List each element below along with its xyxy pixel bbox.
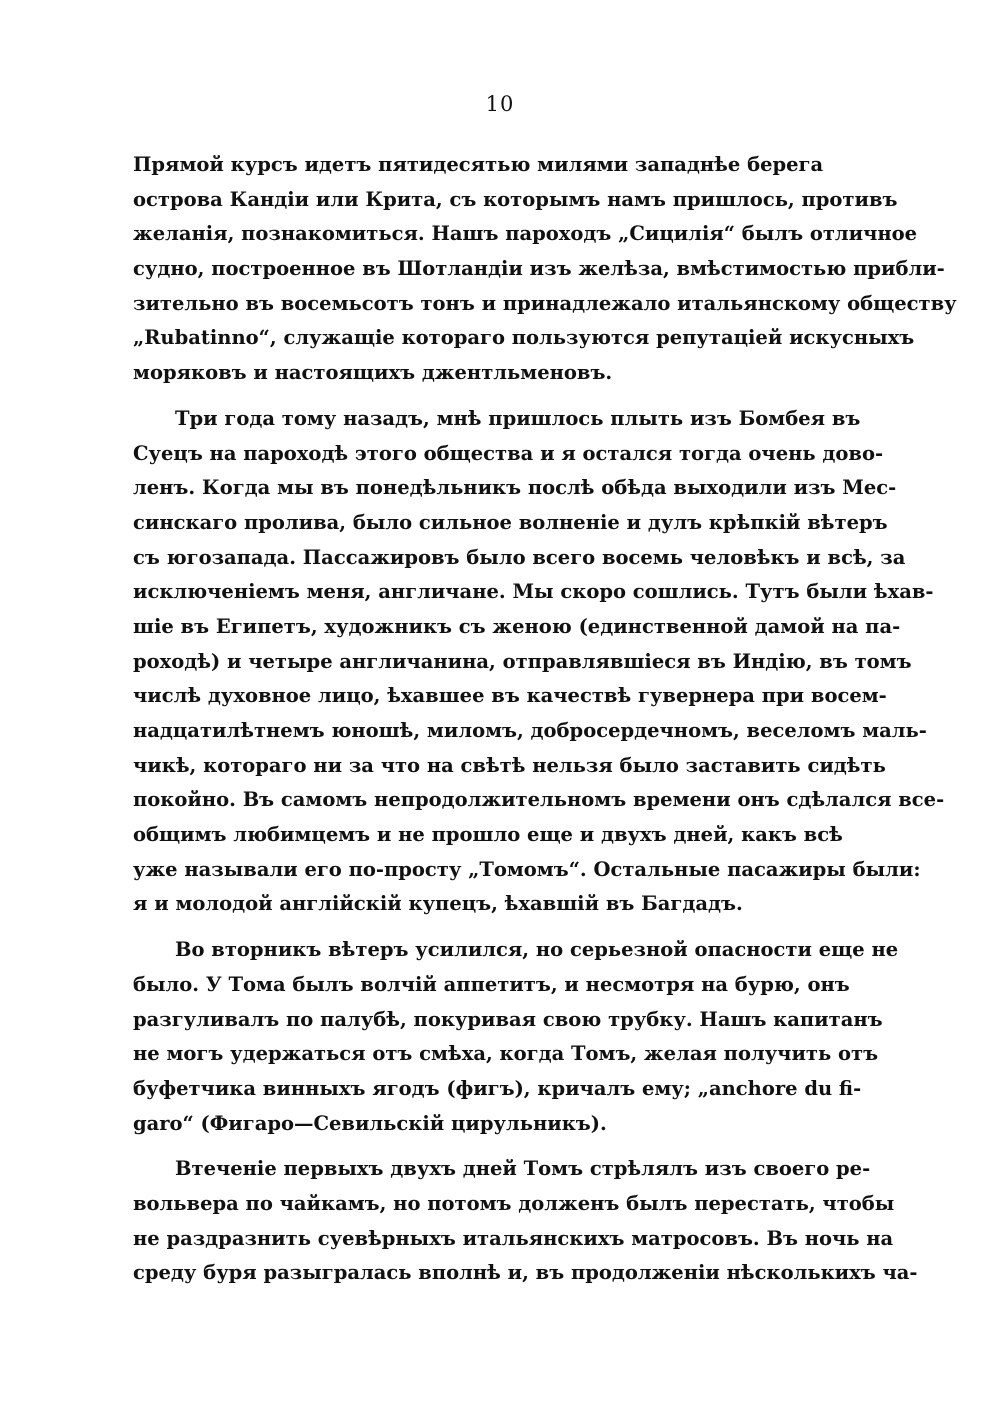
text-line: острова Кандіи или Крита, съ которымъ намъ пришлось, противъ bbox=[133, 187, 898, 211]
text-line: буфетчика винныхъ ягодъ (фигъ), кричалъ ему; „anchore du fi- bbox=[133, 1076, 862, 1100]
text-line: Втеченіе первыхъ двухъ дней Томъ стрѣлялъ изъ своего ре- bbox=[175, 1157, 871, 1181]
paragraph-1 bbox=[133, 148, 957, 391]
text-line: съ югозапада. Пассажировъ было всего восемь человѣкъ и всѣ, за bbox=[133, 545, 906, 569]
text-line: разгуливалъ по палубѣ, покуривая свою трубку. Нашъ капитанъ bbox=[133, 1007, 883, 1031]
paragraph-2 bbox=[133, 402, 945, 922]
text-line: garo“ (Фигаро—Севильскій цирульникъ). bbox=[133, 1111, 607, 1135]
page-number: 10 bbox=[485, 92, 515, 116]
text-line: Во вторникъ вѣтеръ усилился, но серьезной опасности еще не bbox=[175, 938, 899, 962]
text-line: надцатилѣтнемъ юношѣ, миломъ, добросердечномъ, веселомъ маль- bbox=[133, 719, 927, 742]
text-line: чикѣ, котораго ни за что на свѣтѣ нельзя было заставить сидѣть bbox=[133, 753, 886, 777]
text-line: синскаго пролива, было сильное волненіе и дулъ крѣпкій вѣтеръ bbox=[133, 510, 888, 534]
text-line: не могъ удержаться отъ смѣха, когда Томъ, желая получить отъ bbox=[133, 1042, 879, 1066]
text-line: было. У Тома былъ волчій аппетитъ, и несмотря на бурю, онъ bbox=[133, 972, 850, 996]
text-line: роходѣ) и четыре англичанина, отправлявшіеся въ Индію, въ томъ bbox=[133, 649, 912, 673]
text-line: судно, построенное въ Шотландіи изъ желѣза, вмѣстимостью прибли- bbox=[133, 257, 945, 281]
text-line: ленъ. Когда мы въ понедѣльникъ послѣ обѣда выходили изъ Мес- bbox=[133, 476, 897, 500]
text-line: среду буря разыгралась вполнѣ и, въ продолженіи нѣсколькихъ ча- bbox=[133, 1261, 918, 1285]
paragraph-3 bbox=[133, 933, 899, 1141]
text-line: желанія, познакомиться. Нашъ пароходъ „Сицилія“ былъ отличное bbox=[133, 222, 918, 246]
text-line: покойно. Въ самомъ непродолжительномъ времени онъ сдѣлался все- bbox=[133, 788, 945, 812]
paragraph-4 bbox=[133, 1152, 918, 1291]
text-line: числѣ духовное лицо, ѣхавшее въ качествѣ гувернера при восем- bbox=[133, 684, 887, 708]
text-line: Суецъ на пароходѣ этого общества и я остался тогда очень дово- bbox=[133, 441, 884, 465]
text-line: вольвера по чайкамъ, но потомъ долженъ былъ перестать, чтобы bbox=[133, 1191, 895, 1215]
text-line: „Rubatinno“, служащіе котораго пользуются репутаціей искусныхъ bbox=[133, 326, 915, 350]
text-line: шіе въ Египетъ, художникъ съ женою (единственной дамой на па- bbox=[133, 614, 901, 638]
text-line: Прямой курсъ идетъ пятидесятью милями западнѣе берега bbox=[133, 153, 824, 176]
text-line: уже называли его по-просту „Томомъ“. Остальные пасажиры были: bbox=[133, 857, 921, 881]
text-line: Три года тому назадъ, мнѣ пришлось плыть изъ Бомбея въ bbox=[175, 406, 861, 430]
text-line: зительно въ восемьсотъ тонъ и принадлежало итальянскому обществу bbox=[133, 291, 957, 315]
body-text bbox=[133, 148, 957, 1291]
text-line: не раздразнить суевѣрныхъ итальянскихъ матросовъ. Въ ночь на bbox=[133, 1226, 894, 1250]
text-line: я и молодой англійскій купецъ, ѣхавшій въ Багдадъ. bbox=[133, 892, 743, 916]
text-line: исключеніемъ меня, англичане. Мы скоро сошлись. Тутъ были ѣхав- bbox=[133, 580, 934, 604]
text-line: общимъ любимцемъ и не прошло еще и двухъ дней, какъ всѣ bbox=[133, 823, 843, 847]
text-line: моряковъ и настоящихъ джентльменовъ. bbox=[133, 361, 613, 385]
